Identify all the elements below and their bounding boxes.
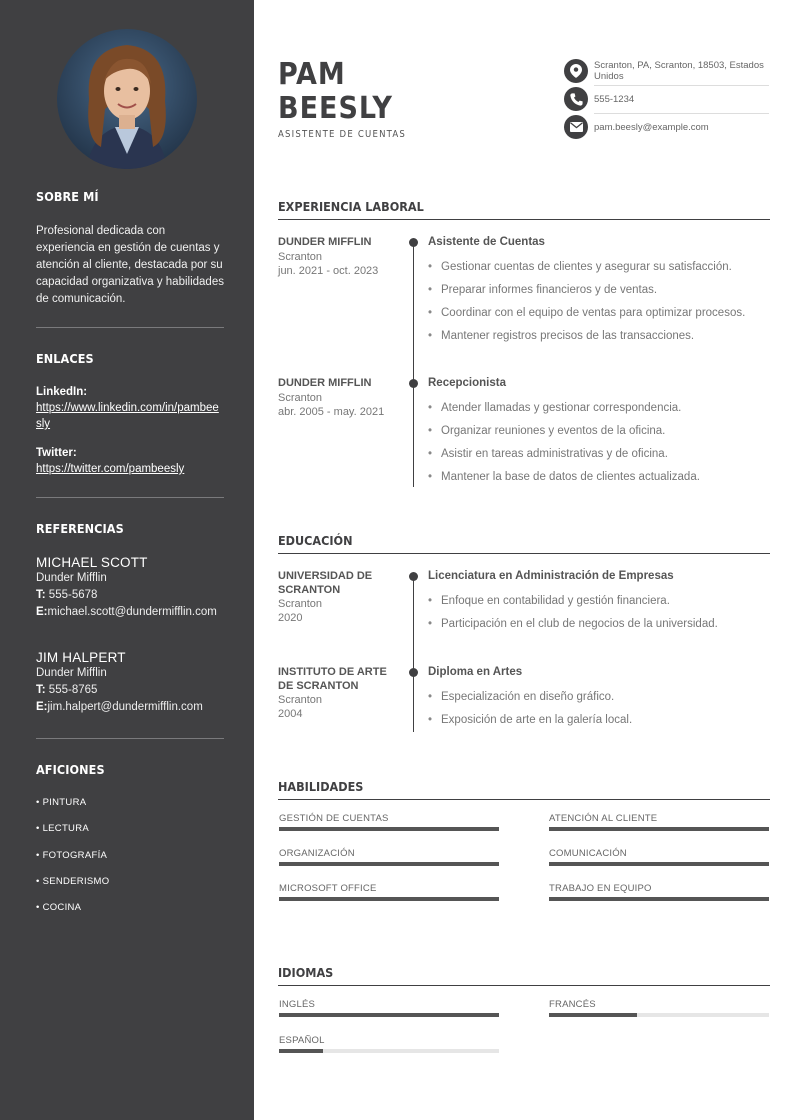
school-name: UNIVERSIDAD DE SCRANTON xyxy=(278,570,373,596)
skill-item xyxy=(549,883,769,901)
language-label: FRANCÉS xyxy=(549,999,596,1010)
language-label: ESPAÑOL xyxy=(279,1035,325,1046)
job-title: Recepcionista xyxy=(428,377,506,389)
timeline-dot xyxy=(409,668,418,677)
language-item xyxy=(279,1035,499,1053)
link-label: LinkedIn: xyxy=(36,386,88,398)
reference-name: MICHAEL SCOTT xyxy=(36,555,148,570)
skill-label: GESTIÓN DE CUENTAS xyxy=(279,813,389,824)
hobby-item: • PINTURA xyxy=(36,797,87,808)
divider xyxy=(36,738,224,739)
skill-bar-fill xyxy=(279,862,499,866)
experience-org xyxy=(278,236,398,278)
skill-item xyxy=(549,813,769,831)
skill-bar xyxy=(549,827,769,831)
language-bar-fill xyxy=(279,1049,323,1053)
skill-bar xyxy=(279,827,499,831)
contact-phone xyxy=(564,87,769,111)
company-name: DUNDER MIFFLIN xyxy=(278,377,372,389)
linkedin-link[interactable]: https://www.linkedin.com/in/pambeesly xyxy=(36,402,219,430)
language-bar xyxy=(279,1013,499,1017)
language-label: INGLÉS xyxy=(279,999,316,1010)
skill-bar xyxy=(549,862,769,866)
degree-title: Diploma en Artes xyxy=(428,666,523,678)
list-item: • Mantener la base de datos de clientes actualizada. xyxy=(428,466,768,489)
list-item: • Especialización en diseño gráfico. xyxy=(428,686,768,709)
hobby-item: • FOTOGRAFÍA xyxy=(36,850,108,861)
skill-bar xyxy=(279,862,499,866)
contact-address xyxy=(564,59,769,83)
skill-label: ORGANIZACIÓN xyxy=(279,848,355,859)
list-item: • Asistir en tareas administrativas y de oficina. xyxy=(428,443,768,466)
skill-label: COMUNICACIÓN xyxy=(549,848,627,859)
phone-label: T: xyxy=(36,684,46,696)
sidebar xyxy=(0,0,254,1120)
degree-title: Licenciatura en Administración de Empresas xyxy=(428,570,674,582)
timeline-line xyxy=(413,577,414,732)
divider xyxy=(36,497,224,498)
list-item: • Organizar reuniones y eventos de la oficina. xyxy=(428,420,768,443)
job-title: Asistente de Cuentas xyxy=(428,236,545,248)
skill-bar-fill xyxy=(549,827,769,831)
reference-email xyxy=(36,605,224,620)
email-value: jim.halpert@dundermifflin.com xyxy=(47,701,203,713)
link-item-twitter xyxy=(36,447,224,477)
phone-value: 555-5678 xyxy=(48,589,98,601)
divider xyxy=(36,327,224,328)
reference-company: Dunder Mifflin xyxy=(36,667,107,679)
list-item: • Exposición de arte en la galería local. xyxy=(428,709,768,732)
job-bullets xyxy=(428,397,768,489)
list-item: • Gestionar cuentas de clientes y asegurar su satisfacción. xyxy=(428,256,768,279)
skill-bar-fill xyxy=(279,827,499,831)
education-org xyxy=(278,666,393,721)
company-location: Scranton xyxy=(278,250,323,263)
reference-company: Dunder Mifflin xyxy=(36,572,107,584)
job-dates: jun. 2021 - oct. 2023 xyxy=(278,264,379,277)
hobby-item: • SENDERISMO xyxy=(36,876,110,887)
list-item: • Participación en el club de negocios de la universidad. xyxy=(428,613,768,636)
degree-bullets xyxy=(428,590,768,636)
about-heading: SOBRE MÍ xyxy=(36,189,99,204)
email-value: michael.scott@dundermifflin.com xyxy=(47,606,217,618)
hobby-item: • LECTURA xyxy=(36,823,90,834)
list-item: • Mantener registros precisos de las transacciones. xyxy=(428,325,768,348)
twitter-link[interactable]: https://twitter.com/pambeesly xyxy=(36,463,185,475)
section-rule xyxy=(278,799,770,800)
school-name: INSTITUTO DE ARTE DE SCRANTON xyxy=(278,666,387,692)
list-item: • Atender llamadas y gestionar correspondencia. xyxy=(428,397,768,420)
language-bar xyxy=(549,1013,769,1017)
company-location: Scranton xyxy=(278,391,323,404)
skill-bar-fill xyxy=(279,897,499,901)
list-item: • Enfoque en contabilidad y gestión financiera. xyxy=(428,590,768,613)
list-item: • Coordinar con el equipo de ventas para optimizar procesos. xyxy=(428,302,768,325)
skill-bar-fill xyxy=(549,897,769,901)
skill-item xyxy=(279,848,499,866)
skill-item xyxy=(279,813,499,831)
language-item xyxy=(279,999,499,1017)
first-name: PAM xyxy=(278,57,346,92)
envelope-icon xyxy=(564,115,588,139)
contact-email xyxy=(564,115,769,139)
reference-phone xyxy=(36,588,224,603)
list-item: • Preparar informes financieros y de ventas. xyxy=(428,279,768,302)
reference-phone xyxy=(36,683,224,698)
email-label: E: xyxy=(36,606,48,618)
references-heading: REFERENCIAS xyxy=(36,521,124,536)
timeline-dot xyxy=(409,238,418,247)
phone-icon xyxy=(564,87,588,111)
phone-text: 555-1234 xyxy=(594,93,635,105)
experience-heading: EXPERIENCIA LABORAL xyxy=(278,199,424,214)
language-bar-fill xyxy=(549,1013,637,1017)
location-pin-icon xyxy=(564,59,588,83)
skill-bar-fill xyxy=(549,862,769,866)
education-org xyxy=(278,570,393,625)
language-bar xyxy=(279,1049,499,1053)
skill-bar xyxy=(549,897,769,901)
avatar xyxy=(57,29,197,169)
experience-org xyxy=(278,377,398,419)
divider xyxy=(594,85,769,86)
skill-label: TRABAJO EN EQUIPO xyxy=(549,883,652,894)
degree-bullets xyxy=(428,686,768,732)
job-bullets xyxy=(428,256,768,348)
language-item xyxy=(549,999,769,1017)
skill-bar xyxy=(279,897,499,901)
section-rule xyxy=(278,553,770,554)
link-label: Twitter: xyxy=(36,447,77,459)
language-bar-fill xyxy=(279,1013,499,1017)
reference-name: JIM HALPERT xyxy=(36,650,126,665)
school-year: 2020 xyxy=(278,612,303,624)
company-name: DUNDER MIFFLIN xyxy=(278,236,372,248)
section-rule xyxy=(278,219,770,220)
skill-item xyxy=(549,848,769,866)
divider xyxy=(594,113,769,114)
hobby-item: • COCINA xyxy=(36,902,82,913)
email-label: E: xyxy=(36,701,48,713)
address-text: Scranton, PA, Scranton, 18503, Estados Unidos xyxy=(594,60,764,82)
reference-item xyxy=(36,555,224,620)
timeline-line xyxy=(413,243,414,487)
hobbies-heading: AFICIONES xyxy=(36,762,105,777)
last-name: BEESLY xyxy=(278,91,393,126)
about-text: Profesional dedicada con experiencia en gestión de cuentas y atención al cliente, destacada por su capacidad organizativa y habilidades de comunicación. xyxy=(36,225,224,305)
reference-email xyxy=(36,700,224,715)
skill-label: ATENCIÓN AL CLIENTE xyxy=(549,813,658,824)
languages-heading: IDIOMAS xyxy=(278,965,334,980)
section-rule xyxy=(278,985,770,986)
phone-value: 555-8765 xyxy=(48,684,98,696)
timeline-dot xyxy=(409,379,418,388)
skills-heading: HABILIDADES xyxy=(278,779,364,794)
job-dates: abr. 2005 - may. 2021 xyxy=(278,405,385,418)
reference-item xyxy=(36,650,224,715)
school-location: Scranton xyxy=(278,598,323,610)
education-heading: EDUCACIÓN xyxy=(278,533,353,548)
skill-item xyxy=(279,883,499,901)
email-link[interactable]: pam.beesly@example.com xyxy=(594,121,709,133)
links-heading: ENLACES xyxy=(36,351,94,366)
timeline-dot xyxy=(409,572,418,581)
link-item-linkedin xyxy=(36,386,224,432)
job-title-header: ASISTENTE DE CUENTAS xyxy=(278,129,407,140)
school-year: 2004 xyxy=(278,708,303,720)
skill-label: MICROSOFT OFFICE xyxy=(279,883,377,894)
school-location: Scranton xyxy=(278,694,323,706)
phone-label: T: xyxy=(36,589,46,601)
